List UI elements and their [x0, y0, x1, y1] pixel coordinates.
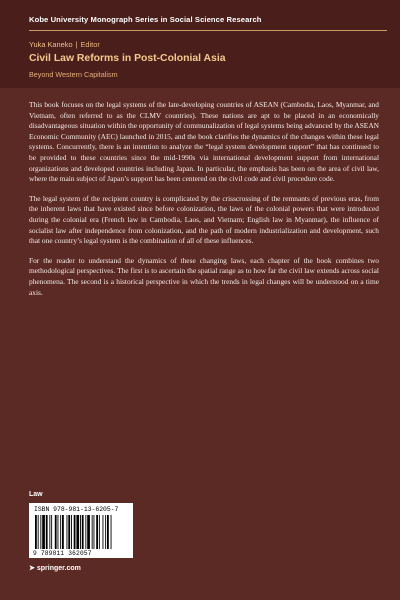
springer-link[interactable] [29, 564, 81, 572]
series-title: Kobe University Monograph Series in Social Science Research [29, 15, 262, 24]
springer-url: springer.com [36, 565, 81, 572]
header-divider [29, 30, 387, 31]
blurb [29, 100, 379, 307]
isbn-barcode-box [29, 503, 133, 558]
editor-line [29, 40, 100, 49]
blurb-paragraph-3: For the reader to understand the dynamics of these changing laws, each chapter of the book combines two methodological perspectives. The first is to ascertain the spatial range as to how far the civil law extends across social phenomena. The second is a historical perspective in which the trends in legal changes will be understood on a time axis. [29, 255, 379, 297]
arrow-icon: ➤ [29, 565, 35, 572]
blurb-paragraph-2: The legal system of the recipient country is complicated by the crisscrossing of the remnants of previous eras, from the inherent laws that have existed since before colonization, the laws of the colonial powers that were introduced during the colonial era (French law in Cambodia, Laos, and Vietnam; English law in Myanmar), the influence of socialist law after independence from colonization, and the path of modern industrialization and development, such that one country’s legal system is the combination of all of these influences. [29, 193, 379, 246]
book-subtitle: Beyond Western Capitalism [29, 70, 118, 79]
editor-separator: | [75, 40, 78, 49]
editor-role: Editor [80, 40, 100, 49]
barcode-icon [34, 515, 128, 549]
subject-category: Law [29, 491, 43, 498]
book-title: Civil Law Reforms in Post-Colonial Asia [29, 53, 226, 64]
editor-name: Yuka Kaneko [29, 40, 73, 49]
blurb-paragraph-1: This book focuses on the legal systems of the late-developing countries of ASEAN (Cambodia, Laos, Myanmar, and Vietnam, often referred to as the CLMV countries). These nations are apt to be placed in an economically disadvantageous situation within the opportunity of communalization of legal systems being advanced by the ASEAN Economic Community (AEC) launched in 2015, and the book clarifies the dynamics of the changes within these legal systems. Concurrently, there is an intention to analyze the “legal system development support” that has continued to be provided to these countries since the mid-1990s via international development support from international organizations and developed countries including Japan. In particular, the emphasis has been on the area of civil law, where the main subject of Japan’s support has been centered on the civil code and civil procedure code. [29, 100, 379, 184]
barcode-digits: 9 789811 362057 [33, 550, 92, 557]
isbn-number: ISBN 978-981-13-6205-7 [34, 506, 119, 513]
